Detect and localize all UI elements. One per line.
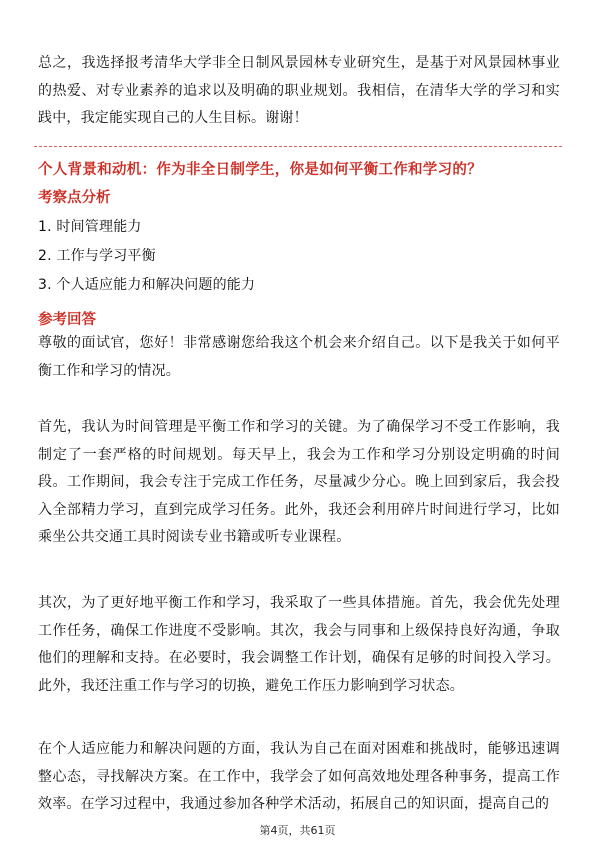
answer-label: 参考回答 <box>38 312 96 328</box>
question-heading: 个人背景和动机：作为非全日制学生，你是如何平衡工作和学习的？ <box>38 162 482 178</box>
analysis-item-2: 2. 工作与学习平衡 <box>38 248 156 264</box>
answer-paragraph-3: 其次，为了更好地平衡工作和学习，我采取了一些具体措施。首先，我会优先处理工作任务，确保工作进度不受影响。其次，我会与同事和上级保持良好沟通，争取他们的理解和支持。在必要时，我会调整工作计划，确保有足够的时间投入学习。此外，我还注重工作与学习的切换，避免工作压力影响到学习状态。 <box>38 595 560 694</box>
answer-paragraph-1: 尊敬的面试官，您好！非常感谢您给我这个机会来介绍自己。以下是我关于如何平衡工作和学习的情况。 <box>38 335 560 379</box>
analysis-label: 考察点分析 <box>38 190 111 206</box>
answer-paragraph-2: 首先，我认为时间管理是平衡工作和学习的关键。为了确保学习不受工作影响，我制定了一套严格的时间规划。每天早上，我会为工作和学习分别设定明确的时间段。工作期间，我会专注于完成工作任务，尽量减少分心。晚上回到家后，我会投入全部精力学习，直到完成学习任务。此外，我还会利用碎片时间进行学习，比如乘坐公共交通工具时阅读专业书籍或听专业课程。 <box>38 419 560 545</box>
analysis-item-1: 1. 时间管理能力 <box>38 219 142 235</box>
page-footer: 第4页，共61页 <box>259 824 336 837</box>
conclusion-paragraph: 总之，我选择报考清华大学非全日制风景园林专业研究生，是基于对风景园林事业的热爱、对专业素养的追求以及明确的职业规划。我相信，在清华大学的学习和实践中，我定能实现自己的人生目标。谢谢！ <box>38 55 560 126</box>
analysis-item-3: 3. 个人适应能力和解决问题的能力 <box>38 277 256 293</box>
answer-paragraph-4: 在个人适应能力和解决问题的方面，我认为自己在面对困难和挑战时，能够迅速调整心态，寻找解决方案。在工作中，我学会了如何高效地处理各种事务，提高工作效率。在学习过程中，我通过参加各种学术活动，拓展自己的知识面，提高自己的 <box>38 741 560 812</box>
section-divider <box>34 146 562 147</box>
